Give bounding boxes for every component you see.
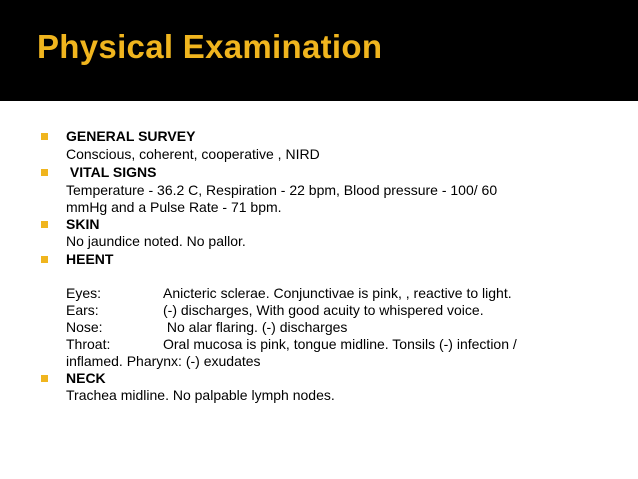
heent-desc-throat: Oral mucosa is pink, tongue midline. Tonsils (-) infection / (163, 336, 517, 352)
bullet-icon (41, 169, 48, 176)
section-heading-neck: NECK (66, 370, 106, 386)
slide-title: Physical Examination (37, 28, 383, 65)
bullet-icon (41, 256, 48, 263)
heent-continuation: inflamed. Pharynx: (-) exudates (66, 353, 261, 369)
section-text-neck: Trachea midline. No palpable lymph nodes. (66, 387, 335, 403)
section-text-general: Conscious, coherent, cooperative , NIRD (66, 146, 320, 162)
title-bar (0, 0, 638, 101)
section-text-vitals-line1: Temperature - 36.2 C, Respiration - 22 bpm, Blood pressure - 100/ 60 (66, 182, 498, 198)
heent-term-nose: Nose: (66, 319, 103, 335)
heent-term-eyes: Eyes: (66, 285, 102, 301)
section-heading-heent: HEENT (66, 251, 114, 267)
heent-desc-ears: (-) discharges, With good acuity to whispered voice. (163, 302, 484, 318)
section-heading-general: GENERAL SURVEY (66, 128, 196, 144)
section-text-vitals-line2: mmHg and a Pulse Rate - 71 bpm. (66, 199, 282, 215)
section-text-skin: No jaundice noted. No pallor. (66, 233, 246, 249)
heent-term-throat: Throat: (66, 336, 111, 352)
bullet-icon (41, 221, 48, 228)
section-heading-skin: SKIN (66, 216, 100, 232)
heent-desc-eyes: Anicteric sclerae. Conjunctivae is pink, , reactive to light. (163, 285, 512, 301)
bullet-icon (41, 133, 48, 140)
section-heading-vitals: VITAL SIGNS (66, 164, 157, 180)
heent-term-ears: Ears: (66, 302, 99, 318)
bullet-icon (41, 375, 48, 382)
heent-desc-nose: No alar flaring. (-) discharges (163, 319, 348, 335)
